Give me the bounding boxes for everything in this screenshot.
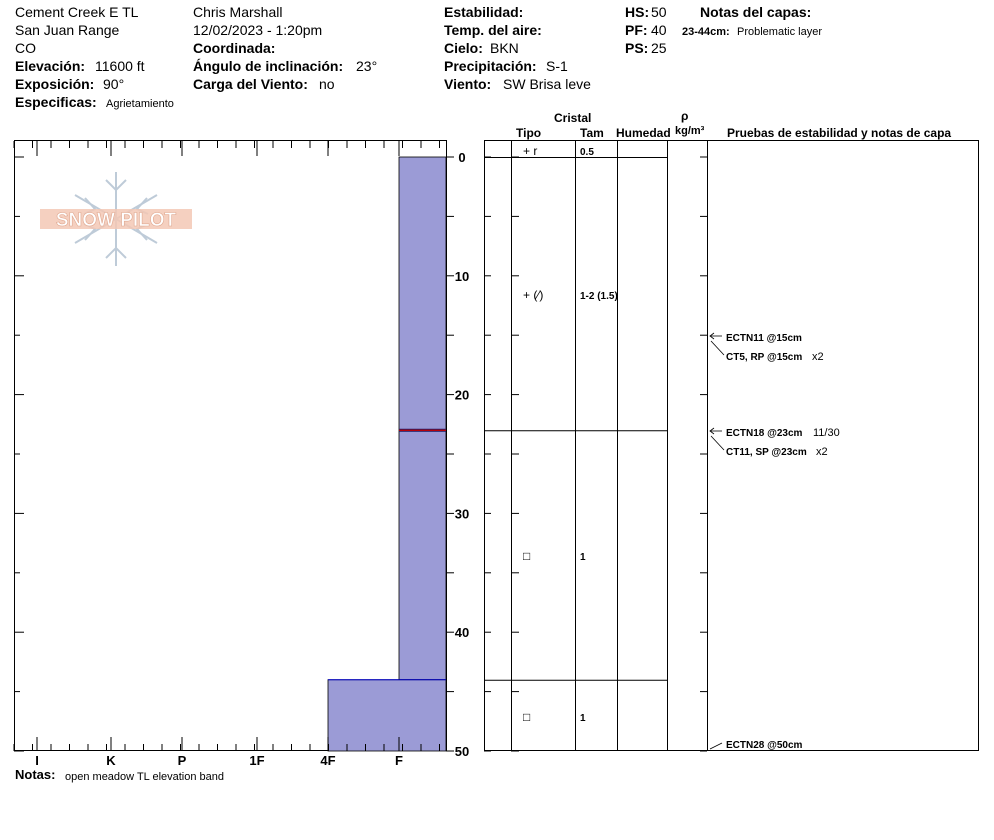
layer-3-type: □ <box>523 549 531 563</box>
depth-tick-label: 20 <box>454 387 470 403</box>
specifics-value: Agrietamiento <box>106 98 174 110</box>
sky-value: BKN <box>490 40 519 56</box>
state: CO <box>15 40 36 56</box>
pf-value: 40 <box>651 22 667 38</box>
slope-value: 23° <box>356 58 378 74</box>
hardness-bar-2 <box>328 680 446 751</box>
ps-label: PS: <box>625 40 649 56</box>
layer-1-type: + r <box>523 144 538 158</box>
logo-text: SNOW PILOT <box>55 210 177 231</box>
aspect-value: 90° <box>103 76 125 92</box>
layer-3-size: 1 <box>580 552 586 563</box>
aspect-label: Exposición: <box>15 76 95 92</box>
wind-load-value: no <box>319 76 335 92</box>
observer: Chris Marshall <box>193 4 283 20</box>
col-rho: ρ <box>681 109 689 123</box>
wind-label: Viento: <box>444 76 492 92</box>
location: Cement Creek E TL <box>15 4 139 20</box>
notes-value: open meadow TL elevation band <box>65 771 225 783</box>
hardness-tick-label: P <box>177 753 187 768</box>
test-arrow <box>711 436 724 450</box>
hardness-tick-label: K <box>106 753 116 768</box>
test-arrow <box>710 743 722 749</box>
snow-pilot-logo <box>40 172 192 266</box>
test-note-4-extra: x2 <box>816 446 828 458</box>
ps-value: 25 <box>651 40 667 56</box>
sky-label: Cielo: <box>444 40 483 56</box>
specifics-label: Especificas: <box>15 94 97 110</box>
layer-table <box>484 140 979 751</box>
hardness-bar-1 <box>399 157 446 680</box>
col-type: Tipo <box>516 126 542 140</box>
test-note-1: ECTN11 @15cm <box>726 333 802 344</box>
coord-label: Coordinada: <box>193 40 276 56</box>
layer-notes-label: Notas del capas: <box>700 4 812 20</box>
slope-label: Ángulo de inclinación: <box>193 58 344 74</box>
depth-tick-label: 40 <box>454 625 470 641</box>
depth-tick-label: 0 <box>458 150 466 165</box>
notes-label: Notas: <box>15 767 56 782</box>
air-temp-label: Temp. del aire: <box>444 22 542 38</box>
test-note-4: CT11, SP @23cm <box>726 447 807 458</box>
test-arrow <box>711 341 724 355</box>
hs-label: HS: <box>625 4 650 20</box>
precip-label: Precipitación: <box>444 58 537 74</box>
wind-value: SW Brisa leve <box>503 76 591 92</box>
chart-frame <box>15 141 447 751</box>
test-note-2: CT5, RP @15cm <box>726 352 803 363</box>
col-crystal: Cristal <box>554 111 592 125</box>
hs-value: 50 <box>651 4 667 20</box>
test-note-2-extra: x2 <box>812 351 824 363</box>
test-note-3: ECTN18 @23cm <box>726 428 803 439</box>
test-note-3-extra: 11/30 <box>813 427 840 439</box>
hardness-tick-label: F <box>395 753 403 768</box>
elevation-label: Elevación: <box>15 58 86 74</box>
depth-tick-label: 50 <box>454 744 470 759</box>
test-note-5: ECTN28 @50cm <box>726 740 803 751</box>
layer-note-depth: 23-44cm: <box>682 26 730 38</box>
col-tests: Pruebas de estabilidad y notas de capa <box>727 126 952 140</box>
datetime: 12/02/2023 - 1:20pm <box>193 22 323 38</box>
hardness-chart <box>14 141 707 769</box>
layer-4-size: 1 <box>580 713 586 724</box>
col-size: Tam <box>580 126 604 140</box>
layer-4-type: □ <box>523 710 531 724</box>
hardness-tick-label: 4F <box>320 753 336 768</box>
wind-load-label: Carga del Viento: <box>193 76 308 92</box>
layer-2-type: + (⁄) <box>523 288 544 302</box>
stability-label: Estabilidad: <box>444 4 524 20</box>
layer-note-text: Problematic layer <box>737 26 822 38</box>
pf-label: PF: <box>625 22 648 38</box>
range: San Juan Range <box>15 22 120 38</box>
depth-tick-label: 10 <box>454 268 470 284</box>
depth-tick-label: 30 <box>454 506 470 522</box>
layer-1-size: 0.5 <box>580 147 594 158</box>
precip-value: S-1 <box>546 58 568 74</box>
layer-2-size: 1-2 (1.5) <box>580 291 618 302</box>
hardness-tick-label: 1F <box>249 753 265 768</box>
table-frame <box>485 141 979 751</box>
col-density-unit: kg/m³ <box>675 125 705 137</box>
hardness-tick-label: I <box>35 753 39 768</box>
elevation-value: 11600 ft <box>95 58 145 74</box>
col-moisture: Humedad <box>616 126 671 140</box>
